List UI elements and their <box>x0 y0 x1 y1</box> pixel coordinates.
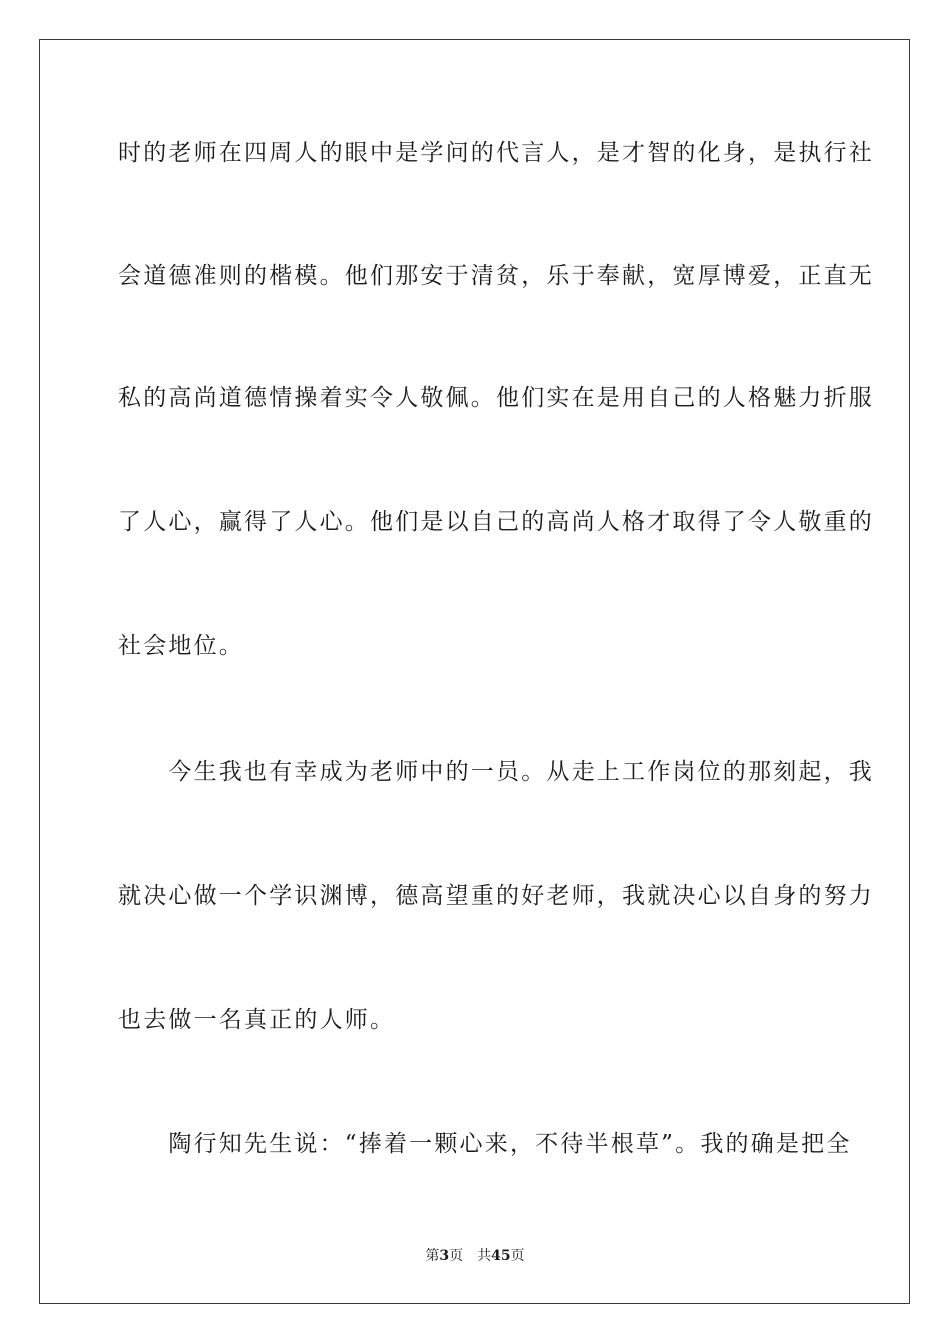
page-number: 3 <box>439 1248 450 1264</box>
text-line-5: 社会地位。 <box>118 633 244 659</box>
text-line-9: 陶行知先生说：“捧着一颗心来，不待半根草”。我的确是把全 <box>118 1131 852 1157</box>
page-footer <box>0 1246 950 1266</box>
text-line-2: 会道德准则的楷模。他们那安于清贫，乐于奉献，宽厚博爱，正直无 <box>118 263 874 289</box>
page-suffix: 页 <box>449 1248 464 1264</box>
text-line-1: 时的老师在四周人的眼中是学问的代言人，是才智的化身，是执行社 <box>118 140 874 166</box>
total-prefix: 共 <box>477 1248 492 1264</box>
text-line-7: 就决心做一个学识渊博，德高望重的好老师，我就决心以自身的努力 <box>118 883 874 909</box>
page-border <box>39 39 910 1304</box>
text-line-8: 也去做一名真正的人师。 <box>118 1007 396 1033</box>
page-prefix: 第 <box>425 1248 440 1264</box>
text-line-6: 今生我也有幸成为老师中的一员。从走上工作岗位的那刻起，我 <box>118 759 874 785</box>
total-suffix: 页 <box>510 1248 525 1264</box>
total-pages: 45 <box>491 1248 511 1264</box>
text-line-4: 了人心，赢得了人心。他们是以自己的高尚人格才取得了令人敬重的 <box>118 509 874 535</box>
text-line-3: 私的高尚道德情操着实令人敬佩。他们实在是用自己的人格魅力折服 <box>118 385 874 411</box>
